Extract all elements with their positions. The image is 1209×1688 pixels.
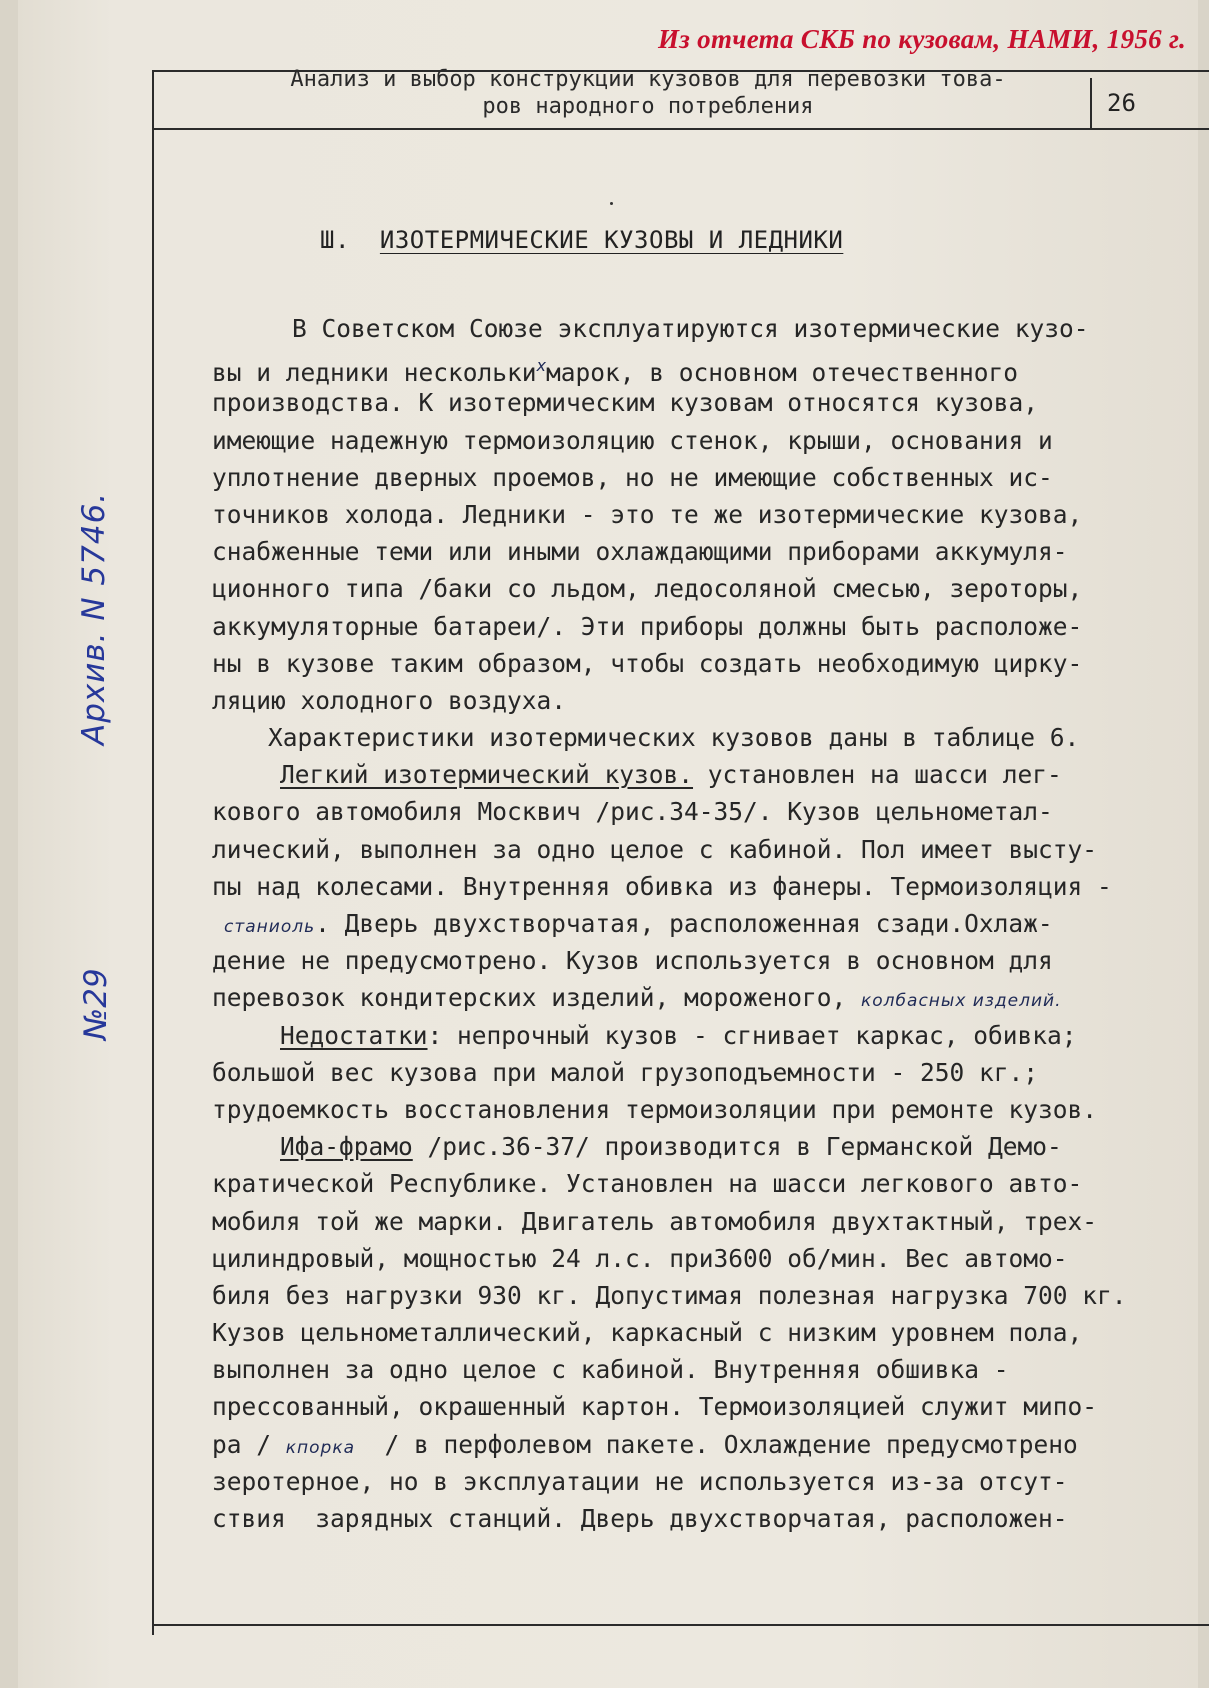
header-title (218, 66, 1078, 120)
text-fragment: . Дверь двухстворчатая, расположенная сзади.Охлаж- (315, 909, 1053, 938)
header-divider (1090, 78, 1092, 128)
section-heading (320, 226, 843, 254)
text-line: лический, выполнен за одно целое с кабиной. Пол имеет высту- (212, 834, 1098, 864)
text-fragment: /рис.36-37/ производится в Германской Демо- (412, 1132, 1062, 1162)
text-line (212, 1426, 1172, 1463)
handwritten-correction-mark: х (536, 356, 546, 376)
text-line (212, 979, 1172, 1016)
text-line: имеющие надежную термоизоляцию стенок, крыши, основания и (212, 425, 1053, 455)
subheading-drawbacks: Недостатки (280, 1020, 428, 1050)
text-line: кового автомобиля Москвич /рис.34-35/. Кузов цельнометал- (212, 797, 1053, 827)
subheading-light-isothermal-body: Легкий изотермический кузов. (280, 760, 694, 790)
text-line: мобиля той же марки. Двигатель автомобиля двухтактный, трех- (212, 1206, 1098, 1236)
text-line: зеротерное, но в эксплуатации не используется из-за отсут- (212, 1466, 1068, 1496)
text-line: В Советском Союзе эксплуатируются изотермические кузо- (292, 314, 1089, 343)
text-line: кратической Республике. Установлен на шасси легкового авто- (212, 1169, 1083, 1199)
text-line: дение не предусмотрено. Кузов используется в основном для (212, 946, 1053, 976)
margin-item-number: №29 (78, 968, 114, 1040)
text-line: цилиндровый, мощностью 24 л.с. при3600 об/мин. Вес автомо- (212, 1243, 1068, 1273)
handwritten-insert: колбасных изделий. (861, 991, 1062, 1012)
document-page (18, 0, 1198, 1688)
page-header (152, 67, 1209, 130)
text-line: уплотнение дверных проемов, но не имеющие собственных ис- (212, 462, 1053, 492)
section-title: ИЗОТЕРМИЧЕСКИЕ КУЗОВЫ И ЛЕДНИКИ (379, 226, 844, 254)
text-line: биля без нагрузки 930 кг. Допустимая полезная нагрузка 700 кг. (212, 1280, 1127, 1310)
header-title-line-1: Анализ и выбор конструкции кузовов для перевозки това- (290, 67, 1006, 92)
text-line: Характеристики изотермических кузовов даны в таблице 6. (268, 723, 1080, 753)
text-line: трудоемкость восстановления термоизоляции при ремонте кузов. (212, 1094, 1098, 1124)
text-line: Кузов цельнометаллический, каркасный с низким уровнем пола, (212, 1318, 1083, 1348)
page-frame-left (152, 70, 154, 1635)
section-number: Ш. (320, 226, 350, 254)
text-line (212, 1128, 1172, 1165)
ink-dot (610, 202, 613, 205)
text-line: аккумуляторные батареи/. Эти приборы должны быть расположе- (212, 611, 1083, 641)
text-fragment: ра / (212, 1429, 286, 1459)
header-title-line-2: ров народного потребления (482, 94, 814, 119)
text-fragment: вы и ледники нескольки (212, 358, 537, 388)
text-fragment: марок, в основном отечественного (545, 358, 1018, 388)
page-frame-bottom (152, 1624, 1209, 1626)
subheading-ifa-framo: Ифа-фрамо (280, 1132, 413, 1162)
text-line: ляцию холодного воздуха. (212, 685, 567, 715)
text-line: большой вес кузова при малой грузоподъемности - 250 кг.; (212, 1057, 1039, 1087)
source-caption: Из отчета СКБ по кузовам, НАМИ, 1956 г. (657, 24, 1186, 54)
text-line: производства. К изотермическим кузовам относятся кузова, (212, 388, 1039, 418)
handwritten-insert: кпорка (285, 1437, 356, 1458)
body-text (212, 310, 1172, 1537)
text-line: пы над колесами. Внутренняя обивка из фанеры. Термоизоляция - (212, 871, 1112, 901)
text-line: точников холода. Ледники - это те же изотермические кузова, (212, 499, 1083, 529)
text-line (212, 905, 1172, 942)
page-number: 26 (1107, 89, 1136, 117)
text-line (212, 347, 1172, 388)
text-line: прессованный, окрашенный картон. Термоизоляцией служит мипо- (212, 1392, 1098, 1422)
text-line: выполнен за одно целое с кабиной. Внутренняя обшивка - (212, 1355, 1009, 1385)
text-line (212, 1017, 1172, 1054)
text-line: ствия зарядных станций. Дверь двухстворчатая, расположен- (212, 1504, 1068, 1533)
text-fragment: установлен на шасси лег- (693, 760, 1062, 790)
text-fragment: / в перфолевом пакете. Охлаждение предусмотрено (355, 1429, 1078, 1459)
margin-archive-note: Архив. N 5746. (76, 491, 112, 745)
text-fragment: : непрочный кузов - сгнивает каркас, обивка; (427, 1020, 1077, 1050)
handwritten-insert: станиоль (224, 917, 316, 937)
text-line: снабженные теми или иными охлаждающими приборами аккумуля- (212, 537, 1068, 567)
text-line: ционного типа /баки со льдом, ледосоляной смесью, зероторы, (212, 574, 1083, 604)
text-fragment: перевозок кондитерских изделий, мороженого, (212, 983, 862, 1013)
text-line: ны в кузове таким образом, чтобы создать необходимую цирку- (212, 648, 1083, 678)
text-line (212, 756, 1172, 793)
